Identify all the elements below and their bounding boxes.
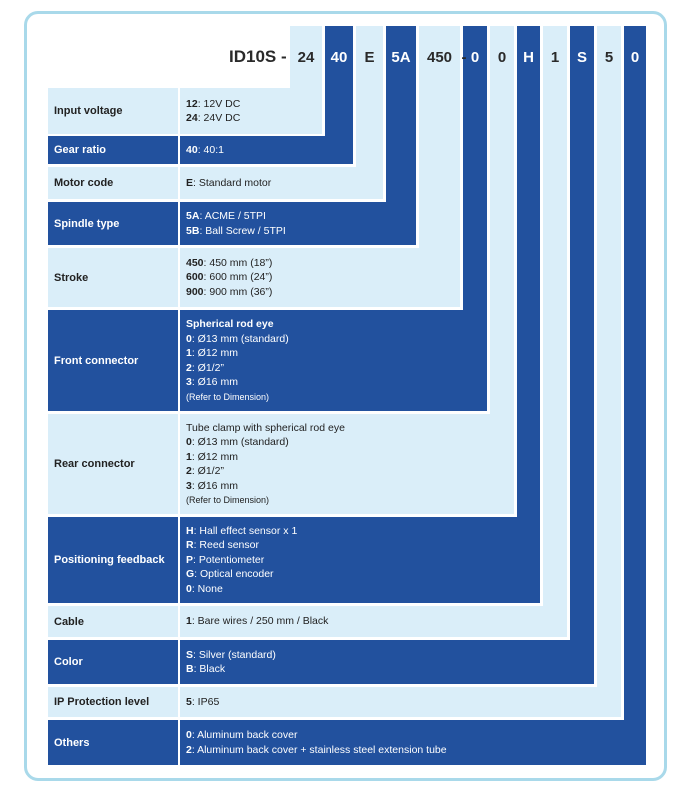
code-5: 450 (426, 49, 453, 66)
option-line (186, 662, 594, 677)
option-code: 3 (186, 479, 192, 492)
option-text: : 600 mm (24”) (203, 271, 273, 284)
option-line (186, 553, 540, 568)
option-line (186, 285, 460, 300)
option-code: 3 (186, 376, 192, 389)
option-code: 900 (186, 285, 204, 298)
option-line (186, 346, 487, 361)
row-options (180, 517, 540, 603)
code-8: H (523, 49, 534, 66)
code-6: 0 (470, 49, 480, 66)
code-11: 5 (604, 49, 614, 66)
option-text: : Ø1/2” (191, 361, 224, 374)
row-options (180, 720, 646, 765)
option-code: 0 (186, 582, 192, 595)
option-text: : 12V DC (197, 97, 241, 110)
option-text: : Ø16 mm (191, 479, 238, 492)
option-code: 5A (186, 210, 200, 222)
option-code: 2 (186, 743, 192, 756)
row-label (48, 606, 178, 637)
model-prefix: ID10S - (229, 47, 287, 66)
option-code: 2 (186, 465, 192, 478)
code-separator: - (461, 49, 467, 66)
option-text: : Aluminum back cover (191, 729, 298, 741)
row-label-text: Spindle type (54, 217, 120, 230)
row-options (180, 310, 487, 411)
row-label-text: Others (54, 736, 90, 749)
row-options (180, 606, 567, 637)
option-text: : Ø12 mm (191, 450, 238, 463)
option-text: : Ø1/2” (191, 465, 224, 478)
option-text: : Ø16 mm (191, 376, 238, 389)
code-column-9 (543, 26, 567, 637)
option-text: : Optical encoder (194, 568, 274, 581)
option-line (186, 743, 646, 758)
option-code: 2 (186, 361, 192, 374)
option-line (186, 435, 514, 450)
option-line (186, 695, 621, 710)
option-code: S (186, 648, 194, 661)
option-line (186, 270, 460, 285)
option-text: : ACME / 5TPI (199, 210, 266, 222)
option-line (186, 614, 567, 629)
option-line (186, 209, 416, 224)
option-code: 1 (186, 450, 192, 463)
row-options (180, 136, 353, 164)
option-code: 12 (186, 97, 198, 110)
option-text: : None (191, 582, 223, 595)
code-9: 1 (550, 49, 560, 66)
option-line (186, 524, 540, 539)
row-label (48, 640, 178, 684)
option-code: 0 (186, 332, 192, 345)
option-text: : 450 mm (18”) (203, 256, 273, 269)
row-options (180, 248, 460, 307)
row-label (48, 414, 178, 514)
option-code: R (186, 539, 194, 552)
option-line (186, 728, 646, 743)
code-column-11 (597, 26, 621, 717)
option-text: : 40:1 (197, 143, 224, 156)
row-label-text: Front connector (54, 354, 139, 367)
option-text: : Reed sensor (193, 539, 259, 552)
code-1: 24 (297, 49, 315, 66)
code-7: 0 (497, 49, 507, 66)
option-line (186, 361, 487, 376)
row-label (48, 517, 178, 603)
option-text: : Hall effect sensor x 1 (193, 524, 298, 537)
row-label-text: IP Protection level (54, 696, 150, 708)
option-code: B (186, 663, 194, 675)
code-2: 40 (330, 49, 348, 66)
option-title: Tube clamp with spherical rod eye (186, 421, 345, 434)
row-options (180, 202, 416, 245)
row-label-text: Stroke (54, 271, 89, 284)
row-label-text: Cable (54, 615, 84, 628)
option-code: 600 (186, 271, 204, 284)
option-title: Spherical rod eye (186, 318, 274, 331)
option-code: 40 (186, 143, 198, 156)
option-line (186, 538, 540, 553)
row-label (48, 167, 178, 199)
option-code: 450 (186, 256, 204, 269)
option-text: : Black (193, 663, 226, 675)
option-line (186, 176, 383, 191)
option-text: : Bare wires / 250 mm / Black (191, 615, 329, 628)
option-code: 0 (186, 729, 192, 741)
option-code: G (186, 568, 195, 581)
option-text: : Ball Screw / 5TPI (199, 224, 286, 237)
option-code: 0 (186, 436, 192, 449)
row-options (180, 167, 383, 199)
row-label-text: Rear connector (54, 458, 135, 470)
option-text: : Ø13 mm (standard) (191, 436, 289, 449)
code-3: E (364, 49, 375, 66)
option-line (186, 479, 514, 494)
code-column-12 (624, 26, 646, 765)
code-10: S (576, 49, 587, 66)
row-options (180, 687, 621, 717)
row-label (48, 248, 178, 307)
code-4: 5A (391, 49, 411, 66)
row-label (48, 720, 178, 765)
option-note: (Refer to Dimension) (186, 495, 270, 506)
option-line (186, 567, 540, 582)
row-label (48, 88, 178, 134)
option-code: P (186, 553, 194, 566)
row-options (180, 414, 514, 514)
code-12: 0 (630, 49, 640, 66)
option-code: E (186, 176, 194, 189)
option-code: 1 (186, 615, 192, 628)
row-options (180, 88, 322, 134)
row-label (48, 136, 178, 164)
option-line (186, 375, 487, 390)
option-line (186, 224, 416, 239)
option-line (186, 648, 594, 663)
option-text: : Aluminum back cover + stainless steel extension tube (191, 743, 447, 756)
option-line (186, 143, 353, 158)
option-text: : 24V DC (197, 112, 241, 124)
option-line (186, 582, 540, 597)
option-line (186, 97, 322, 112)
option-text: : Ø12 mm (191, 347, 238, 360)
row-label-text: Gear ratio (54, 144, 106, 156)
option-line (186, 450, 514, 465)
option-text: : Standard motor (193, 176, 272, 189)
option-code: H (186, 524, 194, 537)
row-label (48, 202, 178, 245)
row-label-text: Positioning feedback (54, 554, 165, 566)
row-label (48, 310, 178, 411)
option-code: 24 (186, 112, 198, 124)
option-text: : Ø13 mm (standard) (191, 332, 289, 345)
option-code: 1 (186, 347, 192, 360)
option-text: : Potentiometer (193, 553, 265, 566)
option-line (186, 111, 322, 126)
option-note: (Refer to Dimension) (186, 391, 270, 402)
row-label-text: Color (54, 656, 83, 668)
code-column-10 (570, 26, 594, 684)
row-options (180, 640, 594, 684)
row-label-text: Input voltage (54, 105, 123, 117)
option-line (186, 256, 460, 271)
option-text: : 900 mm (36”) (203, 285, 273, 298)
option-line (186, 464, 514, 479)
option-line (186, 332, 487, 347)
option-text: : Silver (standard) (193, 648, 276, 661)
option-code: 5B (186, 224, 200, 237)
option-text: : IP65 (191, 695, 220, 708)
option-code: 5 (186, 695, 192, 708)
row-label (48, 687, 178, 717)
row-label-text: Motor code (54, 177, 114, 189)
